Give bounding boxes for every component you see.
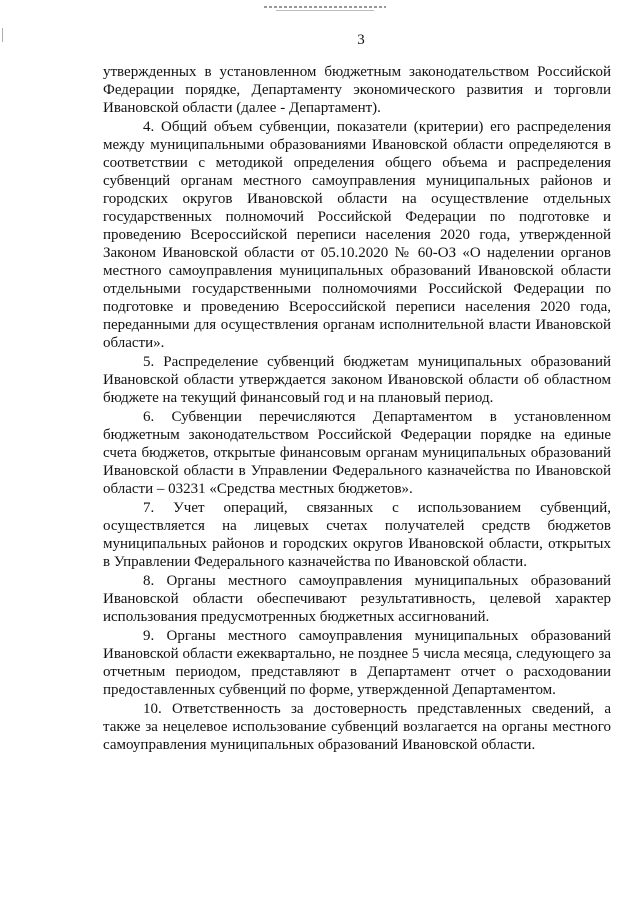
scan-header-mark (264, 6, 386, 8)
paragraph-7: 7. Учет операций, связанных с использованием субвенций, осуществляется на лицевых счетах получателей средств бюджетов муниципальных районов и городских округов Ивановской области, открытых в Управлении Федерального казначейства по Ивановской области. (103, 500, 611, 570)
paragraph-8: 8. Органы местного самоуправления муниципальных образований Ивановской области обеспечивают результативность, целевой характер использования предусмотренных бюджетных ассигнований. (103, 573, 611, 625)
scan-header-rule (276, 10, 374, 11)
paragraph-5: 5. Распределение субвенций бюджетам муниципальных образований Ивановской области утверждается законом Ивановской области об областном бюджете на текущий финансовый год и на плановый период. (103, 354, 611, 406)
page-number: 3 (357, 32, 365, 48)
paragraph-9: 9. Органы местного самоуправления муниципальных образований Ивановской области ежеквартально, не позднее 5 числа месяца, следующего за отчетным периодом, представляют в Департамент отчет о расходовании предоставленных субвенций по форме, утвержденной Департаментом. (103, 628, 611, 698)
document-body (103, 63, 611, 754)
paragraph-continuation: утвержденных в установленном бюджетным законодательством Российской Федерации порядке, Департаменту экономического развития и торговли Ивановской области (далее - Департамент). (103, 64, 611, 116)
paragraph-6: 6. Субвенции перечисляются Департаментом в установленном бюджетным законодательством Российской Федерации порядке на единые счета бюджетов, открытые финансовым органам муниципальных образований Ивановской области в Управлении Федерального казначейства по Ивановской области – 03231 «Средства местных бюджетов». (103, 409, 611, 497)
paragraph-4: 4. Общий объем субвенции, показатели (критерии) его распределения между муниципальными образованиями Ивановской области определяются в соответствии с методикой определения общего объема и распределения субвенций органам местного самоуправления муниципальных районов и городских округов Ивановской области на осуществление отдельных государственных полномочий Российской Федерации по подготовке и проведению Всероссийской переписи населения 2020 года, утвержденной Законом Ивановской области от 05.10.2020 № 60-ОЗ «О наделении органов местного самоуправления муниципальных образований Ивановской области отдельными государственными полномочиями Российской Федерации по подготовке и проведению Всероссийской переписи населения 2020 года, переданными для осуществления органам исполнительной власти Ивановской области». (103, 119, 611, 351)
paragraph-10: 10. Ответственность за достоверность представленных сведений, а также за нецелевое использование субвенций возлагается на органы местного самоуправления муниципальных образований Ивановской области. (103, 701, 611, 753)
